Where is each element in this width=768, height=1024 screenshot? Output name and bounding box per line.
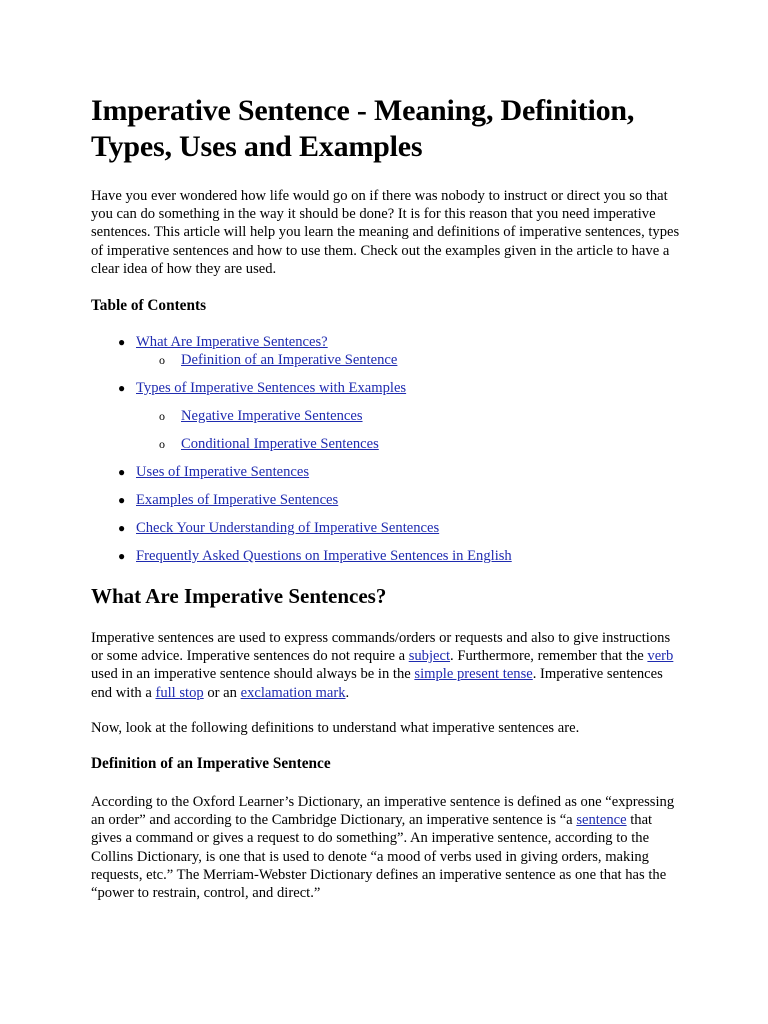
bullet-icon: ●	[118, 493, 126, 508]
toc-item-faq	[91, 547, 681, 565]
toc-sublist	[136, 351, 681, 369]
toc-link-check[interactable]: Check Your Understanding of Imperative Sentences	[136, 520, 440, 537]
link-subject[interactable]: subject	[408, 648, 451, 665]
section-heading-what-are: What Are Imperative Sentences?	[91, 584, 387, 609]
toc-link-conditional[interactable]: Conditional Imperative Sentences	[181, 436, 379, 453]
bullet-icon: ●	[118, 465, 126, 480]
circle-bullet-icon: o	[159, 437, 165, 452]
text-run: used in an imperative sentence should always be in the	[91, 666, 415, 683]
text-run: Imperative sentences are used to express commands/orders or requests and also to give instructions or some advice. Imperative sentences do not require a	[91, 630, 671, 665]
bullet-icon: ●	[118, 549, 126, 564]
section-paragraph-2: Now, look at the following definitions to understand what imperative sentences are.	[91, 719, 580, 736]
circle-bullet-icon: o	[159, 353, 165, 368]
toc-item-uses	[91, 463, 681, 481]
toc-link-types[interactable]: Types of Imperative Sentences with Examples	[136, 380, 407, 397]
text-run: According to the Oxford Learner’s Dictionary, an imperative sentence is defined as one “expressing an order” and according to the Cambridge Dictionary, an imperative sentence is “a	[91, 794, 675, 829]
toc-item-what-are	[91, 333, 681, 369]
toc-link-examples[interactable]: Examples of Imperative Sentences	[136, 492, 339, 509]
text-run: or an	[203, 684, 241, 701]
text-run: . Furthermore, remember that the	[450, 648, 648, 665]
toc-subitem	[136, 351, 681, 369]
link-exclamation-mark[interactable]: exclamation mark	[240, 684, 346, 701]
table-of-contents	[91, 333, 681, 565]
intro-paragraph: Have you ever wondered how life would go on if there was nobody to instruct or direct you so that you can do something in the way it should be done? It is for this reason that you need imperative sentences. This article will help you learn the meaning and definitions of imperative sentences, types of imperative sentences and how to use them. Check out the examples given in the article to have a clear idea of how they are used.	[91, 188, 680, 277]
text-run: that gives a command or gives a request to do something”. An imperative sentence, according to the Collins Dictionary, is one that is used to denote “a mood of verbs used in giving orders, making requests, etc.” The Merriam-Webster Dictionary defines an imperative sentence as one that has the “power to restrain, control, and direct.”	[91, 812, 667, 902]
text-run: . Imperative sentences end with a	[91, 666, 663, 701]
toc-item-examples	[91, 491, 681, 509]
toc-subitem	[136, 435, 681, 453]
definition-paragraph	[91, 793, 681, 902]
bullet-icon: ●	[118, 335, 126, 350]
toc-heading: Table of Contents	[91, 297, 207, 315]
link-sentence[interactable]: sentence	[576, 812, 627, 829]
toc-subitem	[136, 407, 681, 425]
text-run: .	[345, 684, 350, 701]
toc-item-types	[91, 379, 681, 453]
section-paragraph	[91, 629, 681, 702]
toc-item-check	[91, 519, 681, 537]
link-verb[interactable]: verb	[647, 648, 674, 665]
link-simple-present-tense[interactable]: simple present tense	[414, 666, 533, 683]
toc-link-negative[interactable]: Negative Imperative Sentences	[181, 408, 363, 425]
toc-link-what-are[interactable]: What Are Imperative Sentences?	[136, 334, 328, 351]
link-full-stop[interactable]: full stop	[155, 684, 204, 701]
bullet-icon: ●	[118, 521, 126, 536]
toc-link-definition[interactable]: Definition of an Imperative Sentence	[181, 352, 398, 369]
toc-sublist	[136, 407, 681, 453]
page-title: Imperative Sentence - Meaning, Definition, Types, Uses and Examples	[91, 94, 635, 163]
article	[91, 93, 681, 902]
circle-bullet-icon: o	[159, 409, 165, 424]
bullet-icon: ●	[118, 381, 126, 396]
toc-link-uses[interactable]: Uses of Imperative Sentences	[136, 464, 310, 481]
toc-link-faq[interactable]: Frequently Asked Questions on Imperative Sentences in English	[136, 548, 512, 565]
definition-heading: Definition of an Imperative Sentence	[91, 755, 331, 773]
